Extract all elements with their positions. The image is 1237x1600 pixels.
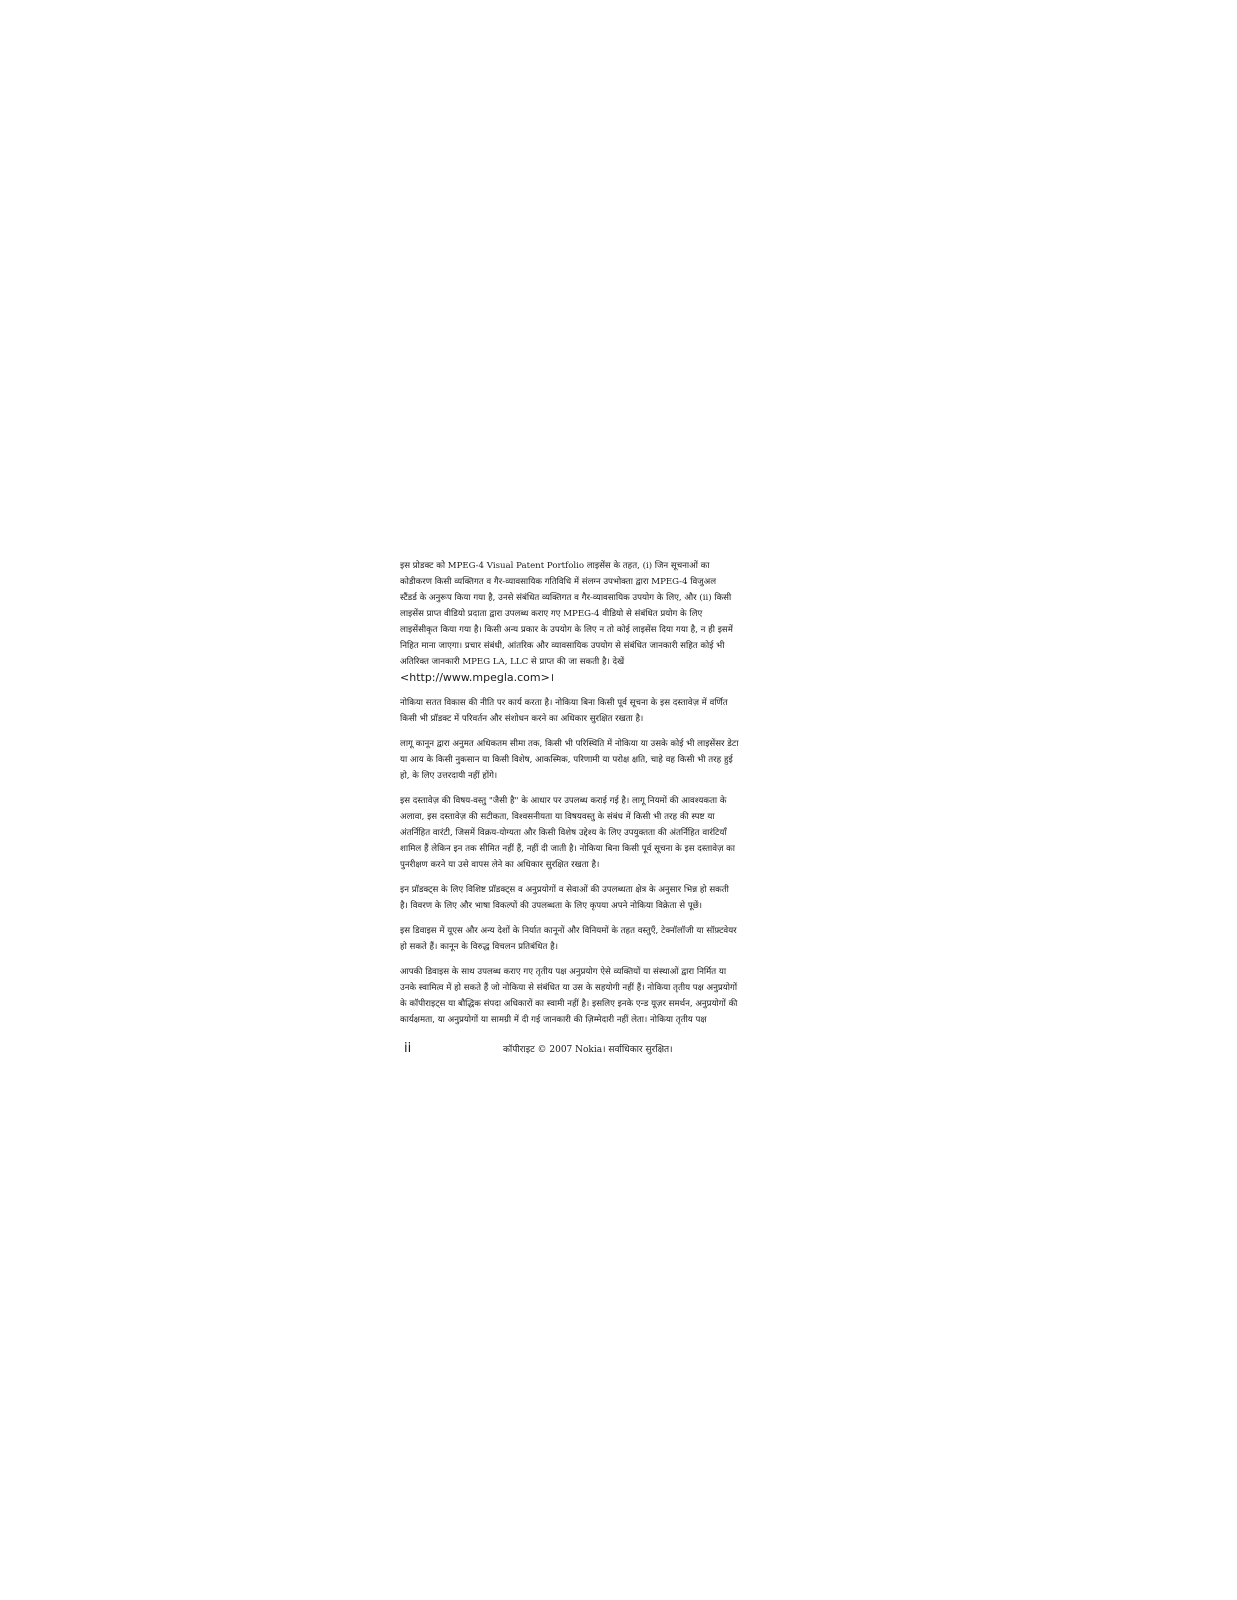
text-line: के कॉपीराइट्स या बौद्धिक संपदा अधिकारों का स्वामी नहीं है। इसलिए इनके एन्ड यूज़र समर्थन, अनुप्रयोगों की — [400, 999, 738, 1009]
paragraph-export-control — [400, 923, 810, 955]
text-line: हो सकते हैं। कानून के विरुद्ध विचलन प्रतिबंधित है। — [400, 942, 558, 952]
text-line: आपकी डिवाइस के साथ उपलब्ध कराए गए तृतीय पक्ष अनुप्रयोग ऐसे व्यक्तियों या संस्थाओं द्वारा निर्मित या — [400, 967, 727, 977]
text-line: हो, के लिए उत्तरदायी नहीं होंगे। — [400, 771, 498, 781]
paragraph-availability — [400, 882, 810, 914]
paragraph-development-policy — [400, 695, 810, 727]
paragraph-liability — [400, 736, 810, 784]
text-line: लाइसेंसीकृत किया गया है। किसी अन्य प्रकार के उपयोग के लिए न तो कोई लाइसेंस दिया गया है, न ही इसमें — [400, 625, 733, 635]
text-line: उनके स्वामित्व में हो सकते हैं जो नोकिया से संबंधित या उस के सहयोगी नहीं हैं। नोकिया तृतीय पक्ष अनुप्रयोगों — [400, 983, 738, 993]
text-line: किसी भी प्रॉडक्ट में परिवर्तन और संशोधन करने का अधिकार सुरक्षित रखता है। — [400, 714, 644, 724]
text-line: निहित माना जाएगा। प्रचार संबंधी, आंतरिक और व्यावसायिक उपयोग से संबंधित जानकारी सहित कोई भी — [400, 641, 725, 651]
copyright-notice: कॉपीराइट © 2007 Nokia। सर्वाधिकार सुरक्षित। — [503, 1045, 673, 1055]
text-line: कार्यक्षमता, या अनुप्रयोगों या सामग्री में दी गई जानकारी की ज़िम्मेदारी नहीं लेता। नोकिया तृतीय पक्ष — [400, 1015, 707, 1025]
paragraph-third-party — [400, 964, 810, 1028]
text-line: इस डिवाइस में यूएस और अन्य देशों के निर्यात कानूनों और विनियमों के तहत वस्तुएँ, टेक्नॉलॉजी या सॉफ़्टवेयर — [400, 926, 737, 936]
page-number: ii — [404, 1041, 412, 1056]
text-line: लाइसेंस प्राप्त वीडियो प्रदाता द्वारा उपलब्ध कराए गए MPEG-4 वीडियो से संबंधित प्रयोग के लिए — [400, 609, 703, 619]
paragraph-as-is — [400, 793, 810, 873]
paragraph-mpeg4-license — [400, 558, 810, 686]
text-line: नोकिया सतत विकास की नीति पर कार्य करता है। नोकिया बिना किसी पूर्व सूचना के इस दस्तावेज़ में वर्णित — [400, 698, 728, 708]
text-line: इस दस्तावेज़ की विषय-वस्तु "जैसी है" के आधार पर उपलब्ध कराई गई है। लागू नियमों की आवश्यकता के — [400, 796, 727, 806]
text-line: या आय के किसी नुकसान या किसी विशेष, आकस्मिक, परिणामी या परोक्ष क्षति, चाहे वह किसी भी तरह हुई — [400, 755, 733, 765]
text-line: इस प्रोडक्ट को MPEG-4 Visual Patent Portfolio लाइसेंस के तहत, (i) जिन सूचनाओं का — [400, 561, 710, 571]
text-line: शामिल हैं लेकिन इन तक सीमित नहीं हैं, नहीं दी जाती है। नोकिया बिना किसी पूर्व सूचना के इस दस्तावेज़ का — [400, 844, 735, 854]
document-body — [400, 558, 810, 1028]
text-line: अतिरिक्त जानकारी MPEG LA, LLC से प्राप्त की जा सकती है। देखें — [400, 657, 625, 667]
text-line: है। विवरण के लिए और भाषा विकल्पों की उपलब्धता के लिए कृपया अपने नोकिया विक्रेता से पूछें। — [400, 901, 703, 911]
url-line: <http://www.mpegla.com>। — [400, 671, 555, 684]
text-line: इन प्रॉडक्ट्स के लिए विशिष्ट प्रॉडक्ट्स व अनुप्रयोगों व सेवाओं की उपलब्धता क्षेत्र के अनुसार भिन्न हो सकती — [400, 885, 729, 895]
text-line: पुनरीक्षण करने या उसे वापस लेने का अधिकार सुरक्षित रखता है। — [400, 860, 600, 870]
page-footer — [400, 1041, 810, 1061]
text-line: अलावा, इस दस्तावेज़ की सटीकता, विश्वसनीयता या विषयवस्तु के संबंध में किसी भी तरह की स्पष्ट या — [400, 812, 715, 822]
text-line: लागू कानून द्वारा अनुमत अधिकतम सीमा तक, किसी भी परिस्थिति में नोकिया या उसके कोई भी लाइसेंसर डेटा — [400, 739, 739, 749]
text-line: अंतर्निहित वारंटी, जिसमें विक्रय-योग्यता और किसी विशेष उद्देश्य के लिए उपयुक्तता की अंतर्निहित वारंटियाँ — [400, 828, 727, 838]
text-line: कोडीकरण किसी व्यक्तिगत व गैर-व्यावसायिक गतिविधि में संलग्न उपभोक्ता द्वारा MPEG-4 विजुअल — [400, 577, 717, 587]
text-line: स्टैंडर्ड के अनुरूप किया गया है, उनसे संबंधित व्यक्तिगत व गैर-व्यावसायिक उपयोग के लिए, और (ii) किसी — [400, 593, 732, 603]
